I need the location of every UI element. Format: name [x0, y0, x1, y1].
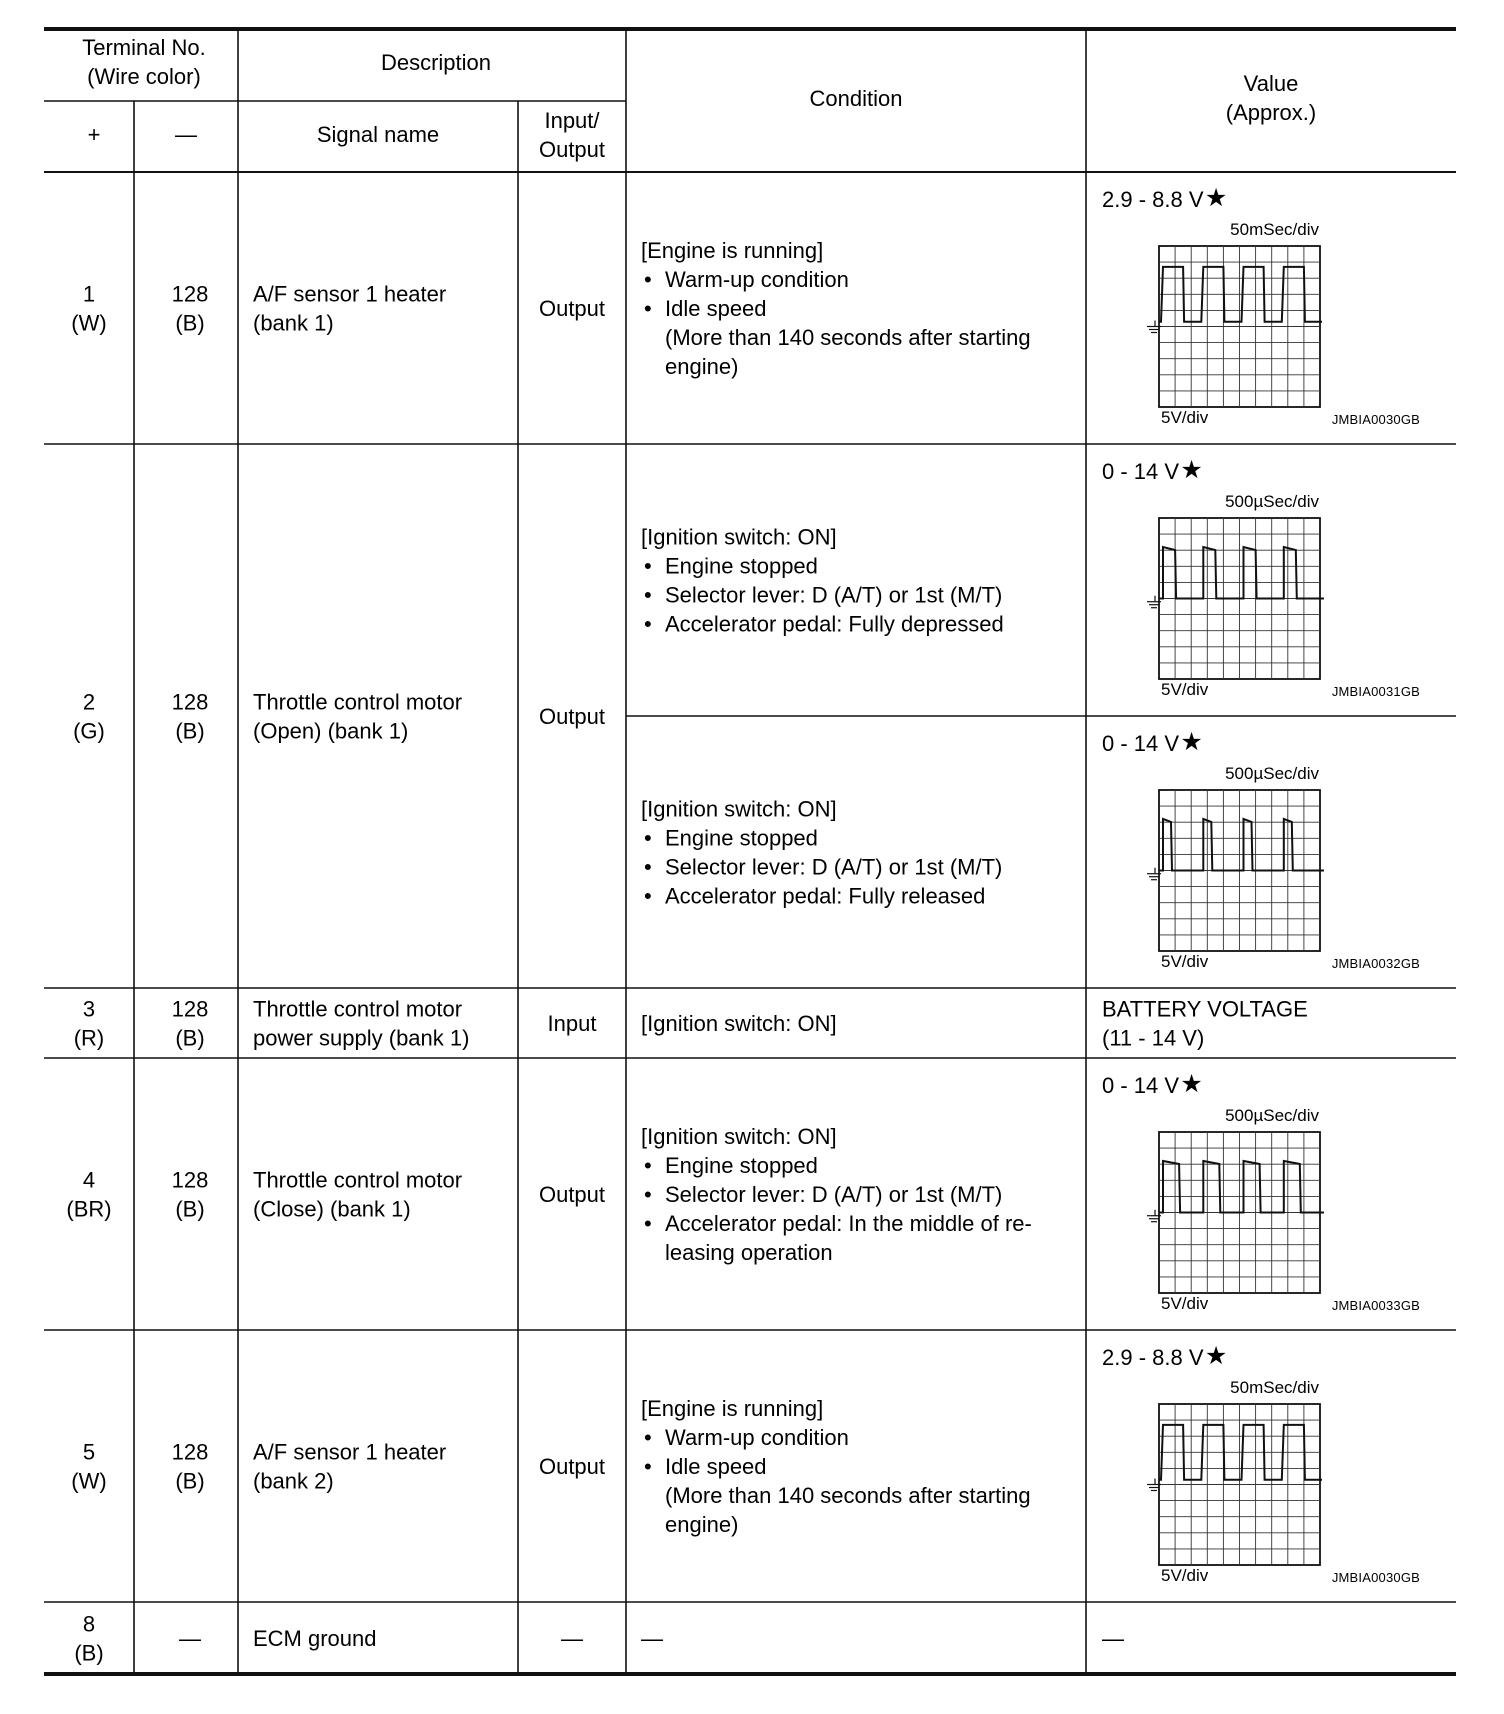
terminal-minus: 128: [171, 996, 209, 1022]
condition-head: [Engine is running]: [641, 238, 824, 263]
volt-scale-label: 5V/div: [1161, 1566, 1209, 1585]
condition-note: (More than 140 seconds after starting: [665, 1483, 1031, 1508]
terminal-plus: (W): [71, 1468, 107, 1494]
terminal-minus: (B): [175, 1196, 205, 1222]
condition-note: engine): [665, 354, 739, 379]
terminal-minus: 128: [171, 281, 209, 307]
terminal-plus: (W): [71, 310, 107, 336]
terminal-minus: (B): [175, 1468, 205, 1494]
terminal-plus: 1: [82, 281, 96, 307]
io-value: Input: [547, 1011, 597, 1036]
condition-bullet: Idle speed: [665, 1454, 767, 1479]
condition-bullet: Engine stopped: [665, 1153, 818, 1178]
value-text: BATTERY VOLTAGE: [1102, 996, 1308, 1022]
description-header: Description: [380, 50, 492, 75]
bullet-dot: •: [644, 611, 652, 637]
table-header: [82, 35, 1316, 162]
oscilloscope-graph: [1147, 518, 1324, 679]
value-range: 0 - 14 V: [1102, 459, 1180, 484]
condition-head: [Ignition switch: ON]: [641, 796, 837, 822]
value-cell: [1102, 456, 1420, 699]
terminal-plus: (G): [73, 718, 105, 744]
condition-bullet: Engine stopped: [665, 825, 818, 851]
bullet-dot: •: [644, 1182, 652, 1207]
condition-cell: [641, 525, 1004, 637]
figure-code: JMBIA0031GB: [1331, 684, 1420, 699]
value-range: 0 - 14 V: [1102, 1073, 1180, 1098]
io-header-line: Input/: [544, 108, 600, 133]
condition-head: [Ignition switch: ON]: [641, 1011, 837, 1036]
value-range: 2.9 - 8.8 V: [1102, 187, 1204, 212]
timebase-label: 500µSec/div: [1225, 764, 1319, 783]
volt-scale-label: 5V/div: [1161, 680, 1209, 699]
bullet-dot: •: [644, 553, 652, 579]
bullet-dot: •: [644, 1153, 652, 1178]
signal-name: (Close) (bank 1): [253, 1196, 411, 1222]
timebase-label: 500µSec/div: [1225, 1106, 1319, 1125]
io-value: Output: [538, 704, 606, 729]
condition-cell: [641, 1396, 1031, 1537]
bullet-dot: •: [644, 267, 652, 292]
condition-bullet: Selector lever: D (A/T) or 1st (M/T): [665, 582, 1003, 608]
bullet-dot: •: [644, 1425, 652, 1450]
bullet-dot: •: [644, 883, 652, 909]
oscilloscope-graph: [1147, 246, 1322, 407]
terminal-plus: (B): [74, 1640, 104, 1666]
condition-note: engine): [665, 1512, 739, 1537]
terminal-plus: (BR): [66, 1196, 112, 1222]
condition-cell: [641, 1626, 663, 1651]
table-body: [66, 184, 1420, 1666]
terminal-plus: 3: [82, 996, 96, 1022]
signal-name: (bank 1): [253, 310, 334, 336]
value-cell: [1102, 997, 1308, 1051]
signal-name: Throttle control motor: [253, 689, 463, 715]
value-cell: [1102, 184, 1420, 427]
condition-cell: [641, 1011, 837, 1036]
minus-header: —: [175, 122, 197, 147]
condition-bullet: Idle speed: [665, 296, 767, 321]
signal-name: Throttle control motor: [253, 996, 463, 1022]
bullet-dot: •: [644, 854, 652, 880]
condition-cell: [641, 238, 1031, 379]
terminal-minus: (B): [175, 310, 205, 336]
io-header-line: Output: [538, 137, 606, 162]
terminal-header-line: (Wire color): [87, 64, 201, 89]
figure-code: JMBIA0030GB: [1331, 412, 1420, 427]
condition-bullet: Accelerator pedal: Fully depressed: [665, 611, 1004, 637]
table-row: [74, 1612, 583, 1666]
figure-code: JMBIA0032GB: [1331, 956, 1420, 971]
timebase-label: 500µSec/div: [1225, 492, 1319, 511]
terminal-plus: 8: [82, 1611, 96, 1637]
io-value: Output: [538, 296, 606, 321]
value-range: 0 - 14 V: [1102, 731, 1180, 756]
star-icon: ★: [1204, 184, 1228, 212]
bullet-dot: •: [644, 825, 652, 851]
io-value: Output: [538, 1182, 606, 1207]
terminal-plus: 2: [82, 689, 96, 715]
table-row: [71, 282, 605, 336]
condition-note: (More than 140 seconds after starting: [665, 325, 1031, 350]
terminal-plus: 5: [82, 1439, 96, 1465]
value-cell: [1102, 1070, 1420, 1313]
table-row: [73, 690, 605, 744]
terminal-minus: 128: [171, 1439, 209, 1465]
value-text: (11 - 14 V): [1102, 1025, 1205, 1051]
value-cell: [1102, 1342, 1420, 1585]
terminal-minus: (B): [175, 1025, 205, 1051]
oscilloscope-graph: [1147, 1132, 1324, 1293]
value-header-line: Value: [1243, 71, 1299, 96]
value-cell: [1102, 1626, 1124, 1651]
waveform-trace: [1159, 819, 1324, 871]
condition-bullet: Selector lever: D (A/T) or 1st (M/T): [665, 854, 1003, 880]
terminal-minus: 128: [171, 689, 209, 715]
signal-name: (Open) (bank 1): [253, 718, 409, 744]
figure-code: JMBIA0030GB: [1331, 1570, 1420, 1585]
star-icon: ★: [1180, 456, 1203, 484]
bullet-dot: •: [644, 582, 652, 608]
timebase-label: 50mSec/div: [1230, 220, 1319, 239]
condition-header: Condition: [809, 86, 903, 111]
volt-scale-label: 5V/div: [1161, 952, 1209, 971]
timebase-label: 50mSec/div: [1230, 1378, 1319, 1397]
io-value: Output: [538, 1454, 606, 1479]
value-text: —: [1102, 1626, 1124, 1651]
terminal-plus: (R): [73, 1025, 105, 1051]
waveform-trace: [1159, 547, 1324, 599]
star-icon: ★: [1204, 1342, 1228, 1370]
oscilloscope-graph: [1147, 1404, 1322, 1565]
terminal-plus: 4: [82, 1167, 96, 1193]
waveform-trace: [1159, 1161, 1324, 1213]
terminal-minus: (B): [175, 718, 205, 744]
condition-head: [Ignition switch: ON]: [641, 1124, 837, 1149]
bullet-dot: •: [644, 1211, 652, 1236]
oscilloscope-graph: [1147, 790, 1324, 951]
table-row: [66, 1168, 605, 1222]
star-icon: ★: [1180, 728, 1203, 756]
signal-name: A/F sensor 1 heater: [253, 1439, 447, 1465]
terminal-header-line: Terminal No.: [82, 35, 206, 60]
condition-head: [Engine is running]: [641, 1396, 824, 1421]
terminal-minus: —: [179, 1626, 201, 1651]
io-value: —: [561, 1626, 583, 1651]
condition-bullet: Engine stopped: [665, 553, 818, 579]
condition-cell: [641, 797, 1002, 909]
signal-name: Throttle control motor: [253, 1167, 463, 1193]
bullet-dot: •: [644, 296, 652, 321]
bullet-dot: •: [644, 1454, 652, 1479]
condition-note: leasing operation: [665, 1240, 833, 1265]
condition-bullet: Selector lever: D (A/T) or 1st (M/T): [665, 1182, 1003, 1207]
signal-name: ECM ground: [253, 1626, 377, 1651]
star-icon: ★: [1180, 1070, 1203, 1098]
condition-bullet: Warm-up condition: [665, 267, 849, 292]
table-row: [71, 1440, 605, 1494]
plus-header: +: [87, 122, 101, 147]
condition-bullet: Warm-up condition: [665, 1425, 849, 1450]
volt-scale-label: 5V/div: [1161, 408, 1209, 427]
condition-cell: [641, 1124, 1032, 1265]
signal-name: A/F sensor 1 heater: [253, 281, 447, 307]
signal-name: power supply (bank 1): [253, 1025, 470, 1051]
condition-bullet: Accelerator pedal: In the middle of re-: [665, 1211, 1032, 1236]
condition-head: —: [641, 1626, 663, 1651]
condition-bullet: Accelerator pedal: Fully released: [665, 883, 986, 909]
volt-scale-label: 5V/div: [1161, 1294, 1209, 1313]
signal-name: (bank 2): [253, 1468, 334, 1494]
value-range: 2.9 - 8.8 V: [1102, 1345, 1204, 1370]
value-header-line: (Approx.): [1225, 100, 1317, 125]
figure-code: JMBIA0033GB: [1331, 1298, 1420, 1313]
value-cell: [1102, 728, 1420, 971]
condition-head: [Ignition switch: ON]: [641, 524, 837, 550]
signal-name-header: Signal name: [316, 122, 440, 147]
terminal-minus: 128: [171, 1167, 209, 1193]
